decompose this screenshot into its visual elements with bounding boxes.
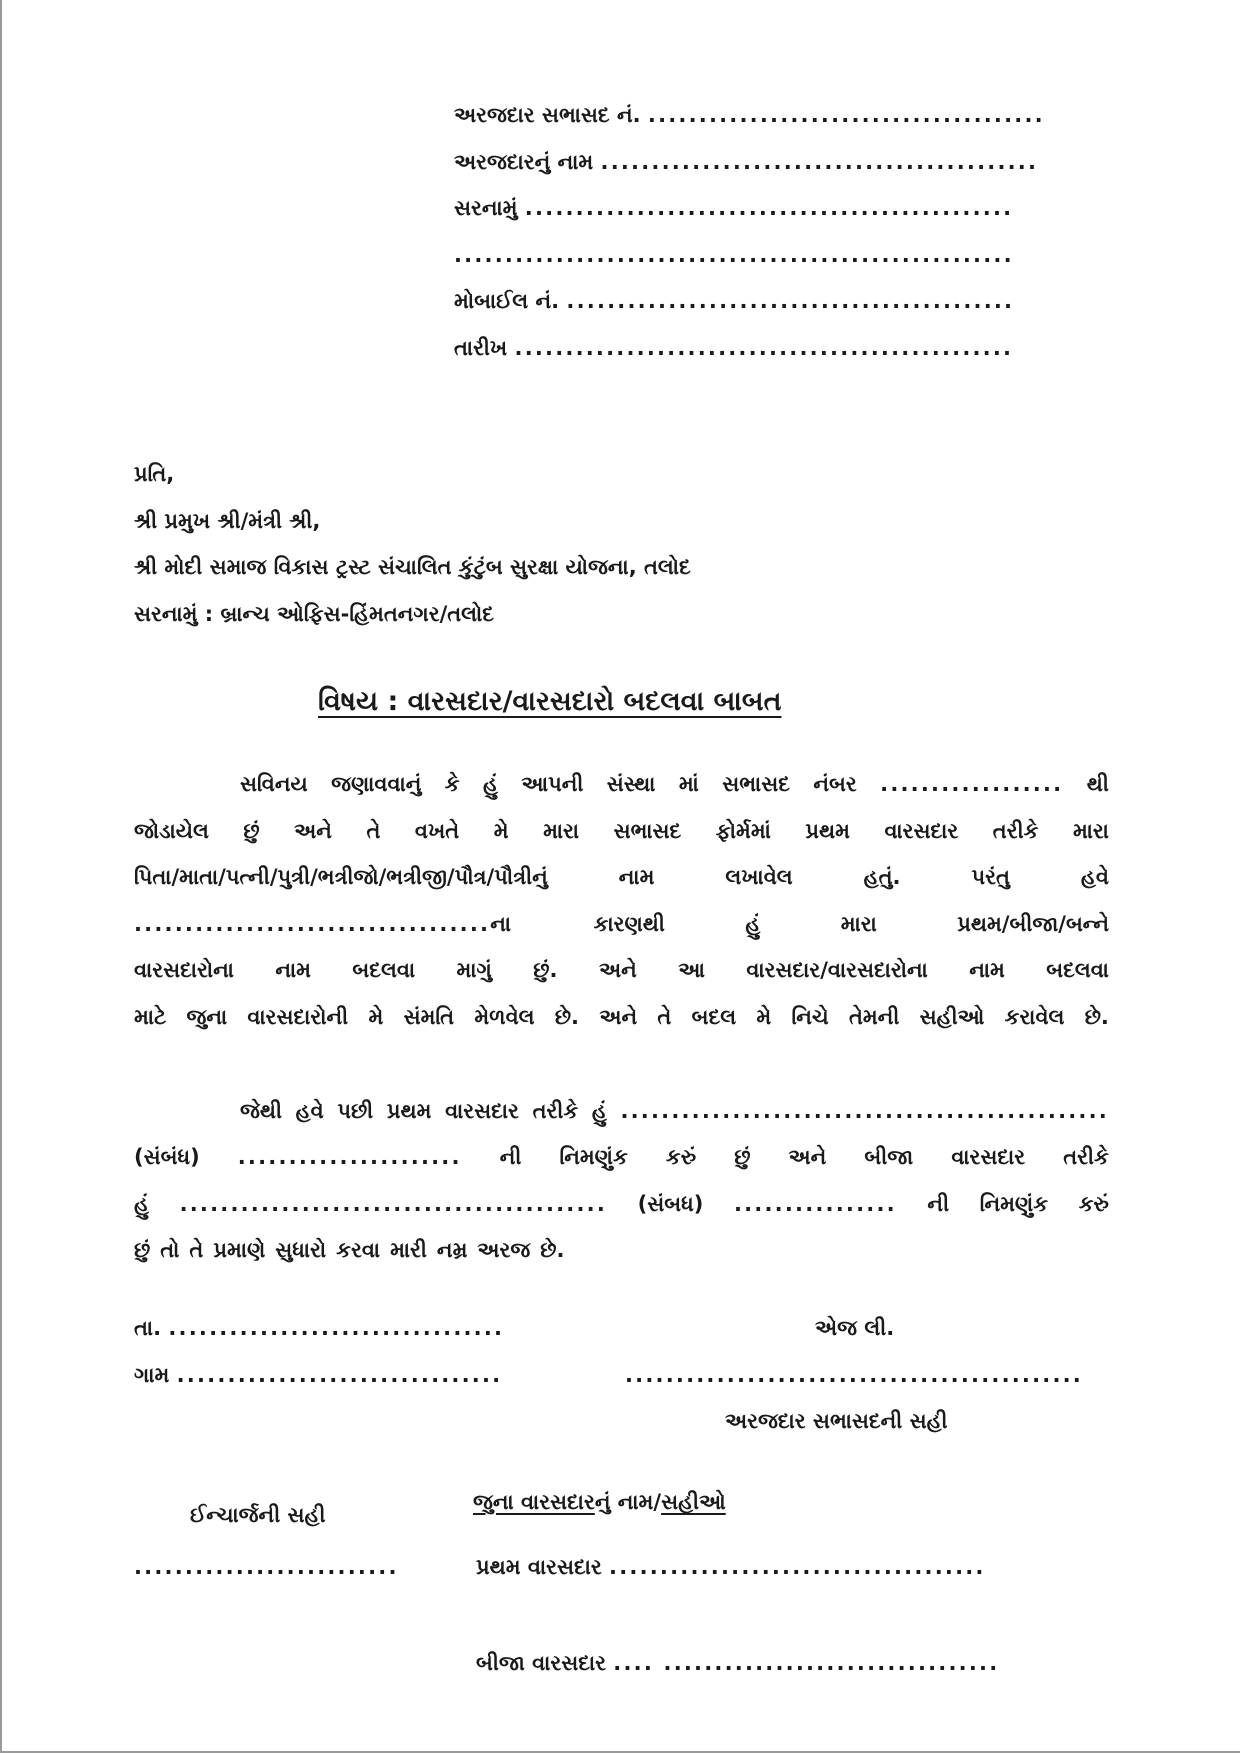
first-heir-label: પ્રથમ વારસદાર — [476, 1555, 602, 1579]
field-label: અરજદાર સભાસદ નં. — [454, 103, 641, 127]
word: જોડાયેલ — [134, 819, 209, 843]
word: સભાસદ — [613, 819, 682, 843]
applicant-signature-line[interactable]: ............................................. — [625, 1363, 1083, 1387]
word: ફોર્મમાં — [715, 819, 771, 843]
word: તરીકે — [992, 819, 1039, 843]
word: છું — [134, 1238, 151, 1262]
subject-heading: વિષય : વારસદાર/વારસદારો બદલવા બાબત — [318, 686, 782, 717]
paragraph-line — [134, 863, 1109, 891]
word: સહીઓ — [919, 1005, 985, 1029]
word: માં — [678, 772, 699, 796]
word: કરાવેલ — [1004, 1005, 1065, 1029]
fill-blank[interactable]: ...................... — [237, 1145, 462, 1169]
first-heir-field[interactable] — [476, 1553, 986, 1581]
fill-blank[interactable]: ...................................ના — [134, 912, 514, 936]
word: જેથી — [240, 1099, 282, 1123]
applicant-mobile-field[interactable] — [454, 287, 1014, 315]
word: બદલ — [691, 1005, 737, 1029]
word: તે — [189, 1238, 204, 1262]
date-field[interactable] — [134, 1314, 504, 1342]
paragraph-line — [240, 1097, 1109, 1125]
word: પ્રમાણે — [213, 1238, 266, 1262]
word: મારા — [543, 819, 580, 843]
paragraph-line — [134, 817, 1109, 845]
word: સંમતિ — [403, 1005, 455, 1029]
paragraph-line — [134, 1143, 1109, 1171]
page-edge-left — [0, 0, 2, 1753]
old-heirs-heading-part1: જુના વારસદાર — [473, 1490, 595, 1514]
word: વખતે — [414, 819, 460, 843]
field-blank[interactable]: ............................................ — [566, 289, 1015, 313]
incharge-signature-label: ઈન્ચાર્જની સહી — [190, 1503, 326, 1527]
word: છું — [734, 1145, 751, 1169]
word: નામ — [969, 958, 1005, 982]
word: નામ — [275, 958, 311, 982]
word: વારસદાર — [884, 819, 959, 843]
word: કરવા — [336, 1238, 381, 1262]
word: વારસદારોના — [134, 958, 234, 982]
applicant-address-line2-field[interactable] — [454, 241, 1014, 269]
word: વારસદાર — [951, 1145, 1026, 1169]
recipient-salutation: પ્રતિ, — [134, 462, 175, 486]
word: કરું — [665, 1145, 697, 1169]
word: લખાવેલ — [725, 865, 793, 889]
word: વારસદાર — [445, 1099, 519, 1123]
recipient-line2: શ્રી મોદી સમાજ વિકાસ ટ્રસ્ટ સંચાલિત કુંટુંબ સુરક્ષા યોજના, તલોદ — [134, 555, 691, 579]
village-blank[interactable]: ................................ — [176, 1363, 503, 1387]
word: આપની — [521, 772, 584, 796]
word: અને — [294, 819, 332, 843]
word: સંસ્થા — [606, 772, 656, 796]
paragraph-line — [134, 1003, 1109, 1031]
word: કારણથી — [593, 912, 665, 936]
old-heirs-heading-part2: નું નામ/ — [594, 1490, 662, 1514]
word: છું — [243, 819, 260, 843]
word: તરીકે — [532, 1099, 579, 1123]
word: નિચે — [791, 1005, 829, 1029]
word: છું. — [533, 958, 558, 982]
field-label: તારીખ — [454, 336, 508, 360]
word: વારસદાર/વારસદારોના — [746, 958, 928, 982]
second-heir-field[interactable] — [476, 1649, 999, 1677]
word: બીજા — [864, 1145, 914, 1169]
word: હું — [483, 772, 498, 796]
word: પિતા/માતા/પત્ની/પુત્રી/ભત્રીજો/ભત્રીજી/પૌત્ર/પૌત્રીનું — [134, 865, 548, 889]
applicant-member-no-field[interactable] — [454, 101, 1045, 129]
word: બદલવા — [352, 958, 416, 982]
word: સુધારો — [275, 1238, 327, 1262]
word: છે. — [540, 1238, 565, 1262]
first-heir-blank[interactable]: ..................................... — [609, 1555, 986, 1579]
word: હતું. — [863, 865, 901, 889]
word: આ — [678, 958, 705, 982]
word: અને — [598, 958, 637, 982]
word: અને — [599, 1005, 638, 1029]
word: માટે — [134, 1005, 167, 1029]
fill-blank[interactable]: .................. — [880, 772, 1064, 796]
word: પ્રથમ — [386, 1099, 432, 1123]
applicant-signature-label: અરજદાર સભાસદની સહી — [725, 1409, 948, 1433]
word: (સંબંધ) — [134, 1145, 200, 1169]
word: અને — [788, 1145, 827, 1169]
fill-blank[interactable]: ................ — [733, 1192, 897, 1216]
field-label: સરનામું — [454, 196, 518, 220]
word: અરજ — [477, 1238, 531, 1262]
field-blank[interactable]: ................................................. — [514, 336, 1014, 360]
word: પછી — [337, 1099, 374, 1123]
applicant-address-field[interactable] — [454, 194, 1013, 222]
old-heirs-heading-part3: સહીઓ — [661, 1490, 726, 1514]
word: સભાસદ — [722, 772, 790, 796]
paragraph-line — [240, 770, 1109, 798]
word: તેમની — [848, 1005, 900, 1029]
word: વારસદારોની — [247, 1005, 349, 1029]
paragraph-line — [134, 1190, 1109, 1218]
recipient-address: સરનામું : બ્રાન્ચ ઓફિસ-હિંમતનગર/તલોદ — [134, 602, 495, 626]
word: પ્રથમ/બીજા/બન્ને — [957, 912, 1109, 936]
word: કરું — [1078, 1192, 1109, 1216]
field-blank[interactable]: ....................................................... — [454, 243, 1014, 267]
word: નિમણુંક — [559, 1145, 628, 1169]
word: છે. — [554, 1005, 580, 1029]
word: હું — [591, 1099, 607, 1123]
word: થી — [1086, 772, 1109, 796]
field-blank[interactable]: ........................................... — [600, 150, 1039, 174]
second-heir-label: બીજા વારસદાર — [476, 1651, 606, 1675]
word: જણાવવાનું — [331, 772, 422, 796]
word: હવે — [1080, 865, 1109, 889]
field-blank[interactable]: ....................................... — [647, 103, 1045, 127]
word: ની — [499, 1145, 522, 1169]
second-heir-blank[interactable]: .... ................................. — [613, 1651, 1000, 1675]
field-blank[interactable]: ................................................ — [524, 196, 1014, 220]
word: નમ્ર — [436, 1238, 468, 1262]
date-label: તા. — [134, 1316, 162, 1340]
word: પ્રથમ — [805, 819, 850, 843]
word: કે — [444, 772, 460, 796]
word: સવિનય — [240, 772, 308, 796]
field-label: મોબાઈલ નં. — [454, 289, 560, 313]
paragraph-line — [134, 910, 1109, 938]
word: પરંતુ — [971, 865, 1010, 889]
word: મારા — [1072, 819, 1109, 843]
word: જુના — [186, 1005, 228, 1029]
paragraph-line — [134, 956, 1109, 984]
word: મે — [493, 819, 509, 843]
incharge-signature-line[interactable]: .......................... — [134, 1555, 399, 1579]
word: હું — [745, 912, 761, 936]
word: મેળવેલ — [474, 1005, 535, 1029]
fill-blank[interactable]: .......................................... — [179, 1192, 608, 1216]
applicant-date-field[interactable] — [454, 334, 1013, 362]
word: નામ — [618, 865, 655, 889]
word: તરીકે — [1063, 1145, 1109, 1169]
word: નિમણુંક — [979, 1192, 1049, 1216]
field-label: અરજદારનું નામ — [454, 150, 594, 174]
word: હવે — [295, 1099, 324, 1123]
applicant-name-field[interactable] — [454, 148, 1038, 176]
word: તો — [160, 1238, 180, 1262]
word: બદલવા — [1046, 958, 1109, 982]
word: ની — [927, 1192, 950, 1216]
word: મારા — [840, 912, 877, 936]
word: નંબર — [813, 772, 857, 796]
word: મે — [756, 1005, 772, 1029]
paragraph-line — [134, 1236, 1109, 1264]
word: (સંબધ) — [637, 1192, 704, 1216]
fill-blank[interactable]: ................................................ — [620, 1099, 1109, 1123]
word: મે — [368, 1005, 384, 1029]
word: તે — [366, 819, 381, 843]
closing-text: એજ લી. — [815, 1316, 895, 1340]
village-label: ગામ — [134, 1363, 170, 1387]
word: માગું — [456, 958, 492, 982]
recipient-line1: શ્રી પ્રમુખ શ્રી/મંત્રી શ્રી, — [134, 509, 321, 533]
word: છે. — [1084, 1005, 1109, 1029]
word: હું — [134, 1192, 149, 1216]
word: મારી — [390, 1238, 427, 1262]
village-field[interactable] — [134, 1361, 502, 1389]
old-heirs-heading — [473, 1488, 726, 1516]
word: તે — [657, 1005, 672, 1029]
date-blank[interactable]: ................................. — [168, 1316, 505, 1340]
